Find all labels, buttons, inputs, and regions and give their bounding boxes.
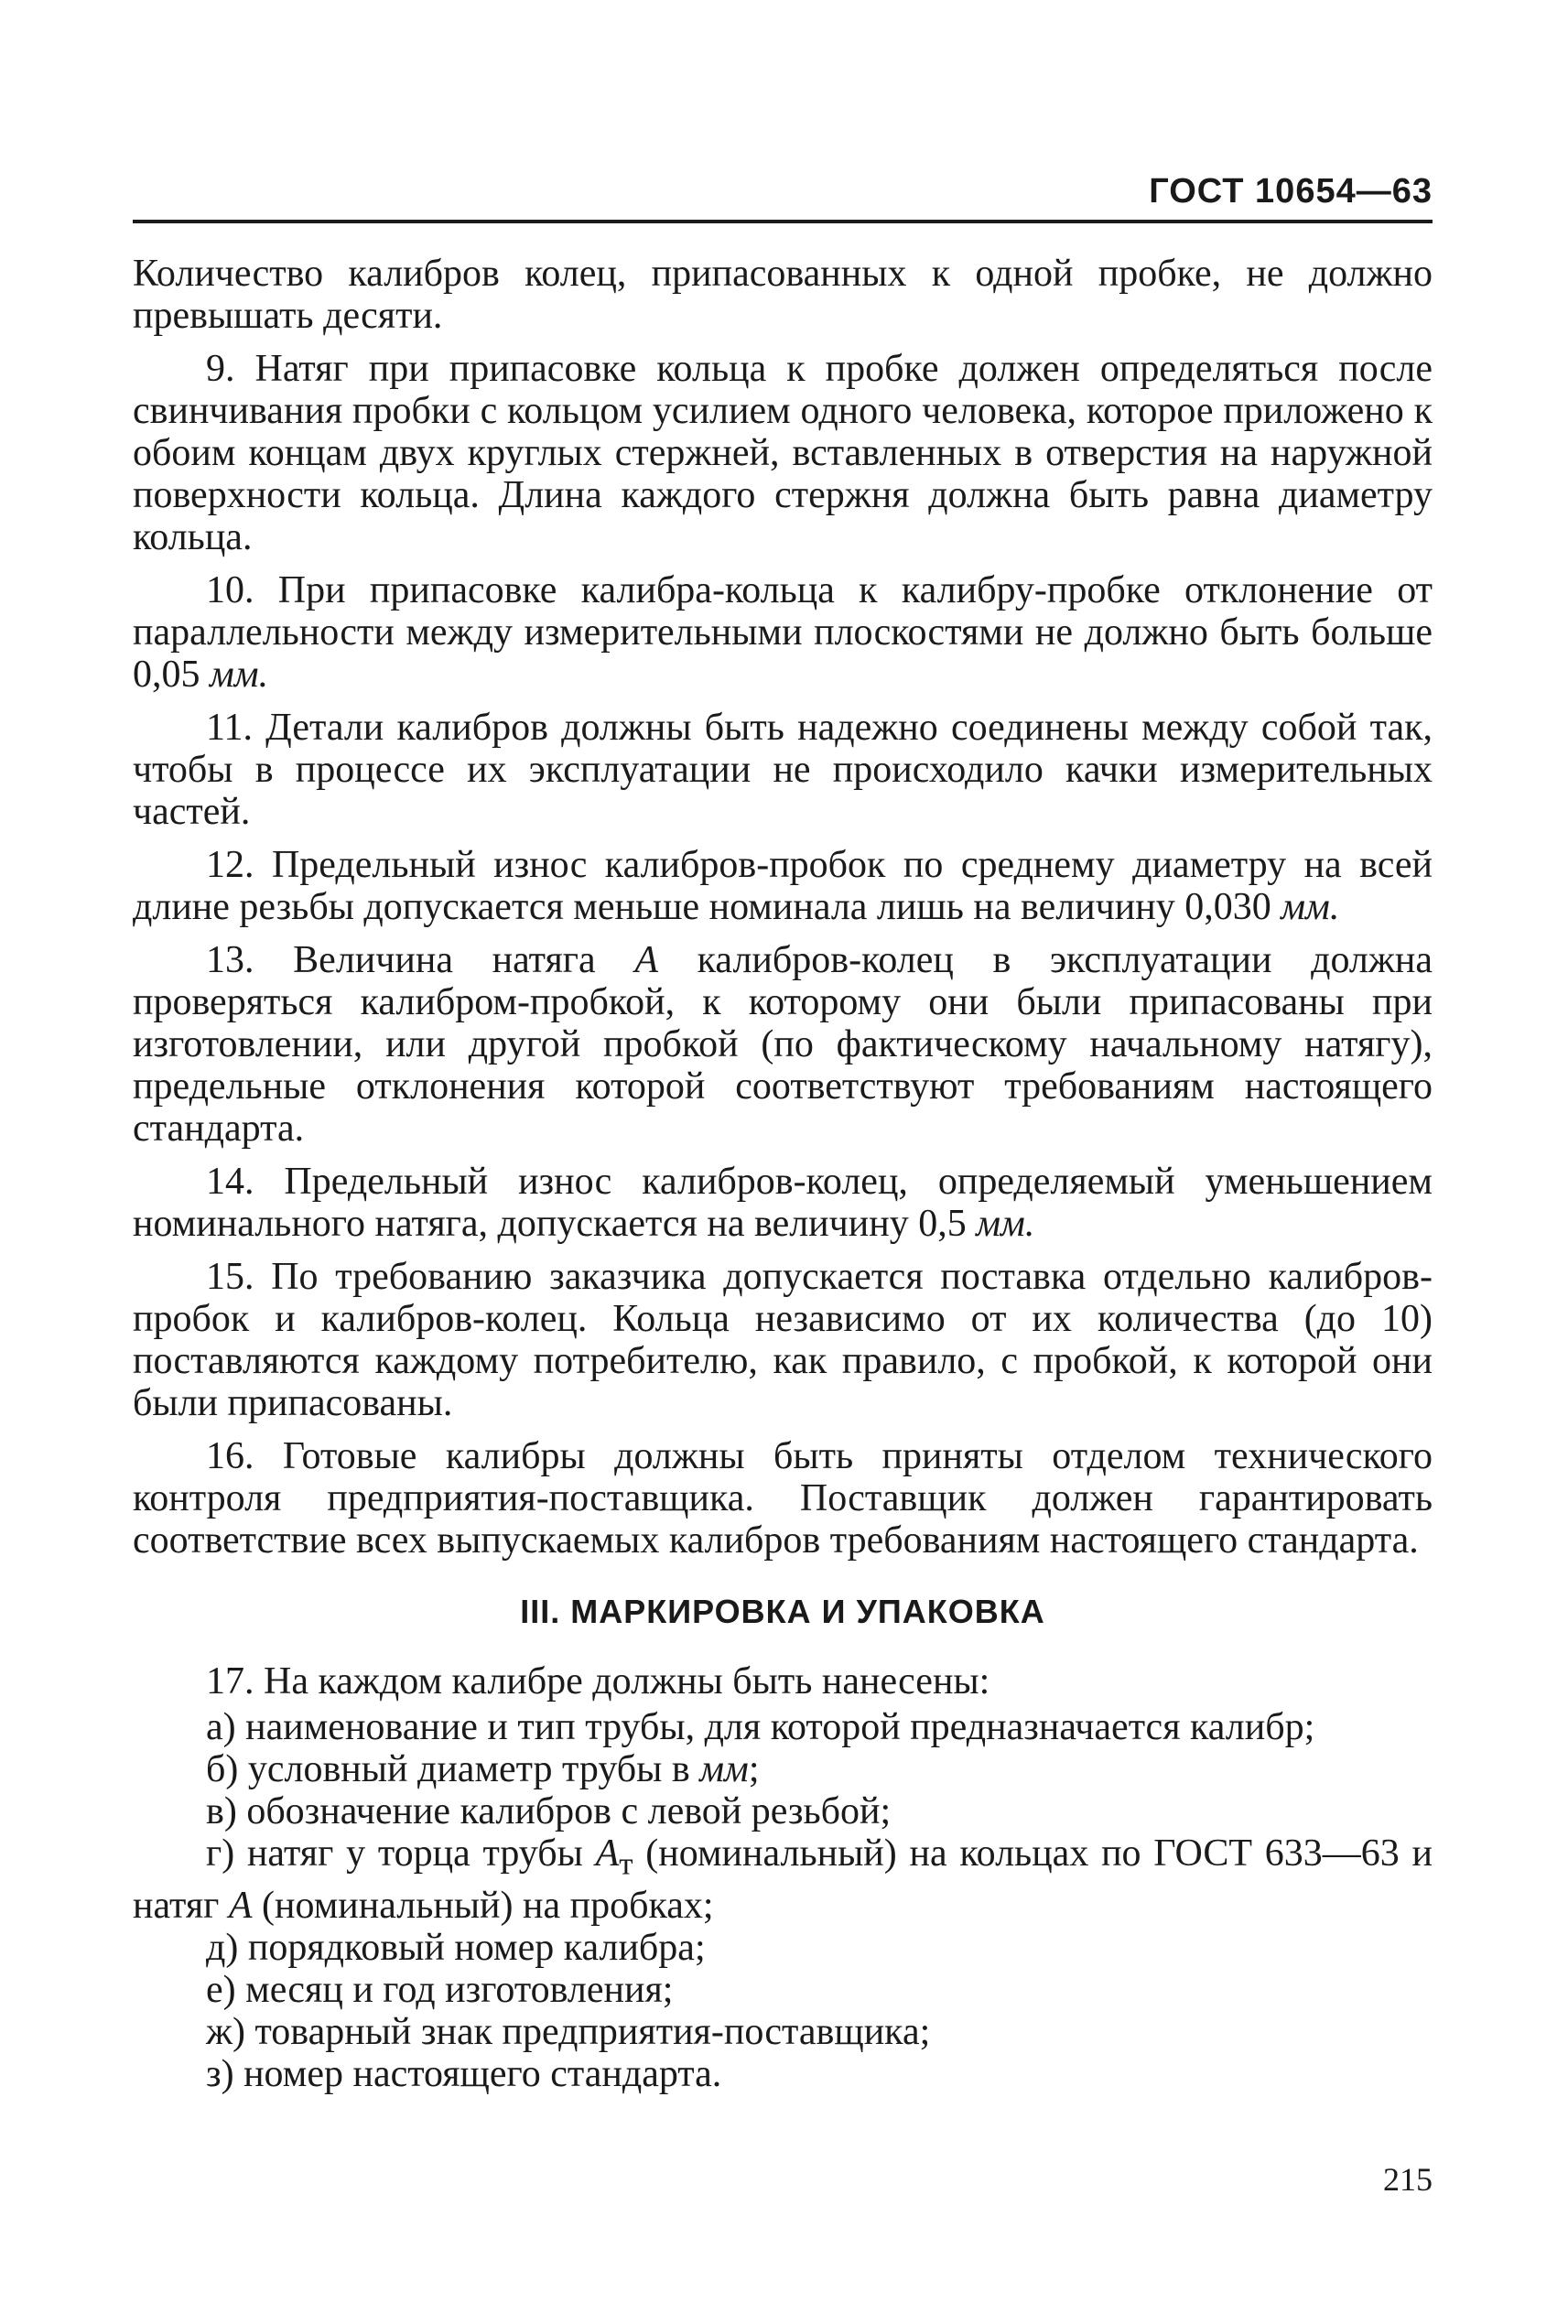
variable-a: А [634,939,658,981]
paragraph-14 [133,1161,1433,1245]
list-item: а) наименование и тип трубы, для которой предназначается калибр; [206,1706,1315,1748]
page-body [133,253,1433,2095]
paragraph-11: 11. Детали калибров должны быть надежно соединены между собой так, чтобы в процессе их эксплуатации не происходило качки измерительных частей. [133,707,1433,833]
page-header [133,172,1433,220]
list-item-text: г) натяг у торца трубы [206,1832,596,1875]
list-item: в) обозначение калибров с левой резьбой; [206,1790,892,1832]
paragraph-10 [133,569,1433,696]
list-item [133,1748,1433,1790]
list-item-text: (номинальный) на кольцах по ГОСТ 633—63 и натяг [133,1832,1433,1928]
paragraph-9: 9. Натяг при припасовке кольца к пробке должен определяться после свинчивания пробки с кольцом усилием одного человека, которое приложено к обоим концам двух круглых стержней, вставленных в отверстия на наружной поверхности кольца. Длина каждого стержня должна быть равна диаметру кольца. [133,348,1433,558]
list-item-text: (номинальный) на пробках; [252,1885,714,1928]
paragraph-13 [133,939,1433,1150]
paragraph-13-text-start: 13. Величина натяга [206,939,635,981]
variable-a: А [595,1832,620,1875]
section-heading: III. МАРКИРОВКА И УПАКОВКА [520,1593,1045,1630]
paragraph-16: 16. Готовые калибры должны быть приняты отделом технического контроля предприятия-поставщика. Поставщик должен гарантировать соответствие всех выпускаемых калибров требованиям настоящего стандарта. [133,1435,1433,1562]
variable-a: А [228,1885,253,1928]
page-number: 215 [1383,2161,1433,2198]
list-item: е) месяц и год изготовления; [206,1969,674,2012]
document-code: ГОСТ 10654—63 [1149,172,1433,211]
marking-list [133,1706,1433,2095]
unit-mm: мм. [1281,886,1340,928]
list-item [133,1832,1433,1927]
list-item-end: ; [748,1748,760,1790]
unit-mm: мм [699,1748,749,1790]
paragraph-15: 15. По требованию заказчика допускается поставка отдельно калибров-пробок и калибров-колец. Кольца независимо от их количества (до 10) поставляются каждому потребителю, как правило, с пробкой, к которой они были припасованы. [133,1256,1433,1424]
unit-mm: мм. [976,1203,1035,1245]
paragraph-12-text: 12. Предельный износ калибров-пробок по среднему диаметру на всей длине резьбы допускается меньше номинала лишь на величину 0,030 [133,844,1433,928]
list-item: ж) товарный знак предприятия-поставщика; [206,2011,931,2054]
paragraph-10-text: 10. При припасовке калибра-кольца к калибру-пробке отклонение от параллельности между измерительными плоскостями не должно быть больше 0,05 [133,569,1433,696]
paragraph-17: 17. На каждом калибре должны быть нанесены: [206,1660,990,1702]
list-item-text: б) условный диаметр трубы в [206,1748,700,1790]
paragraph-continuation: Количество калибров колец, припасованных к одной пробке, не должно превышать десяти. [133,253,1433,337]
header-divider [133,220,1433,223]
paragraph-12 [133,844,1433,928]
paragraph-13-text-end: калибров-колец в эксплуатации должна проверяться калибром-пробкой, к которому они были припасованы при изготовлении, или другой пробкой (по фактическому начальному натягу), предельные отклонения которой соответствуют требованиям настоящего стандарта. [133,939,1433,1150]
subscript-t: т [619,1845,633,1882]
unit-mm: мм. [210,654,269,696]
paragraph-14-text: 14. Предельный износ калибров-колец, определяемый уменьшением номинального натяга, допускается на величину 0,5 [133,1161,1433,1245]
list-item: з) номер настоящего стандарта. [206,2053,722,2096]
list-item: д) порядковый номер калибра; [206,1927,706,1970]
